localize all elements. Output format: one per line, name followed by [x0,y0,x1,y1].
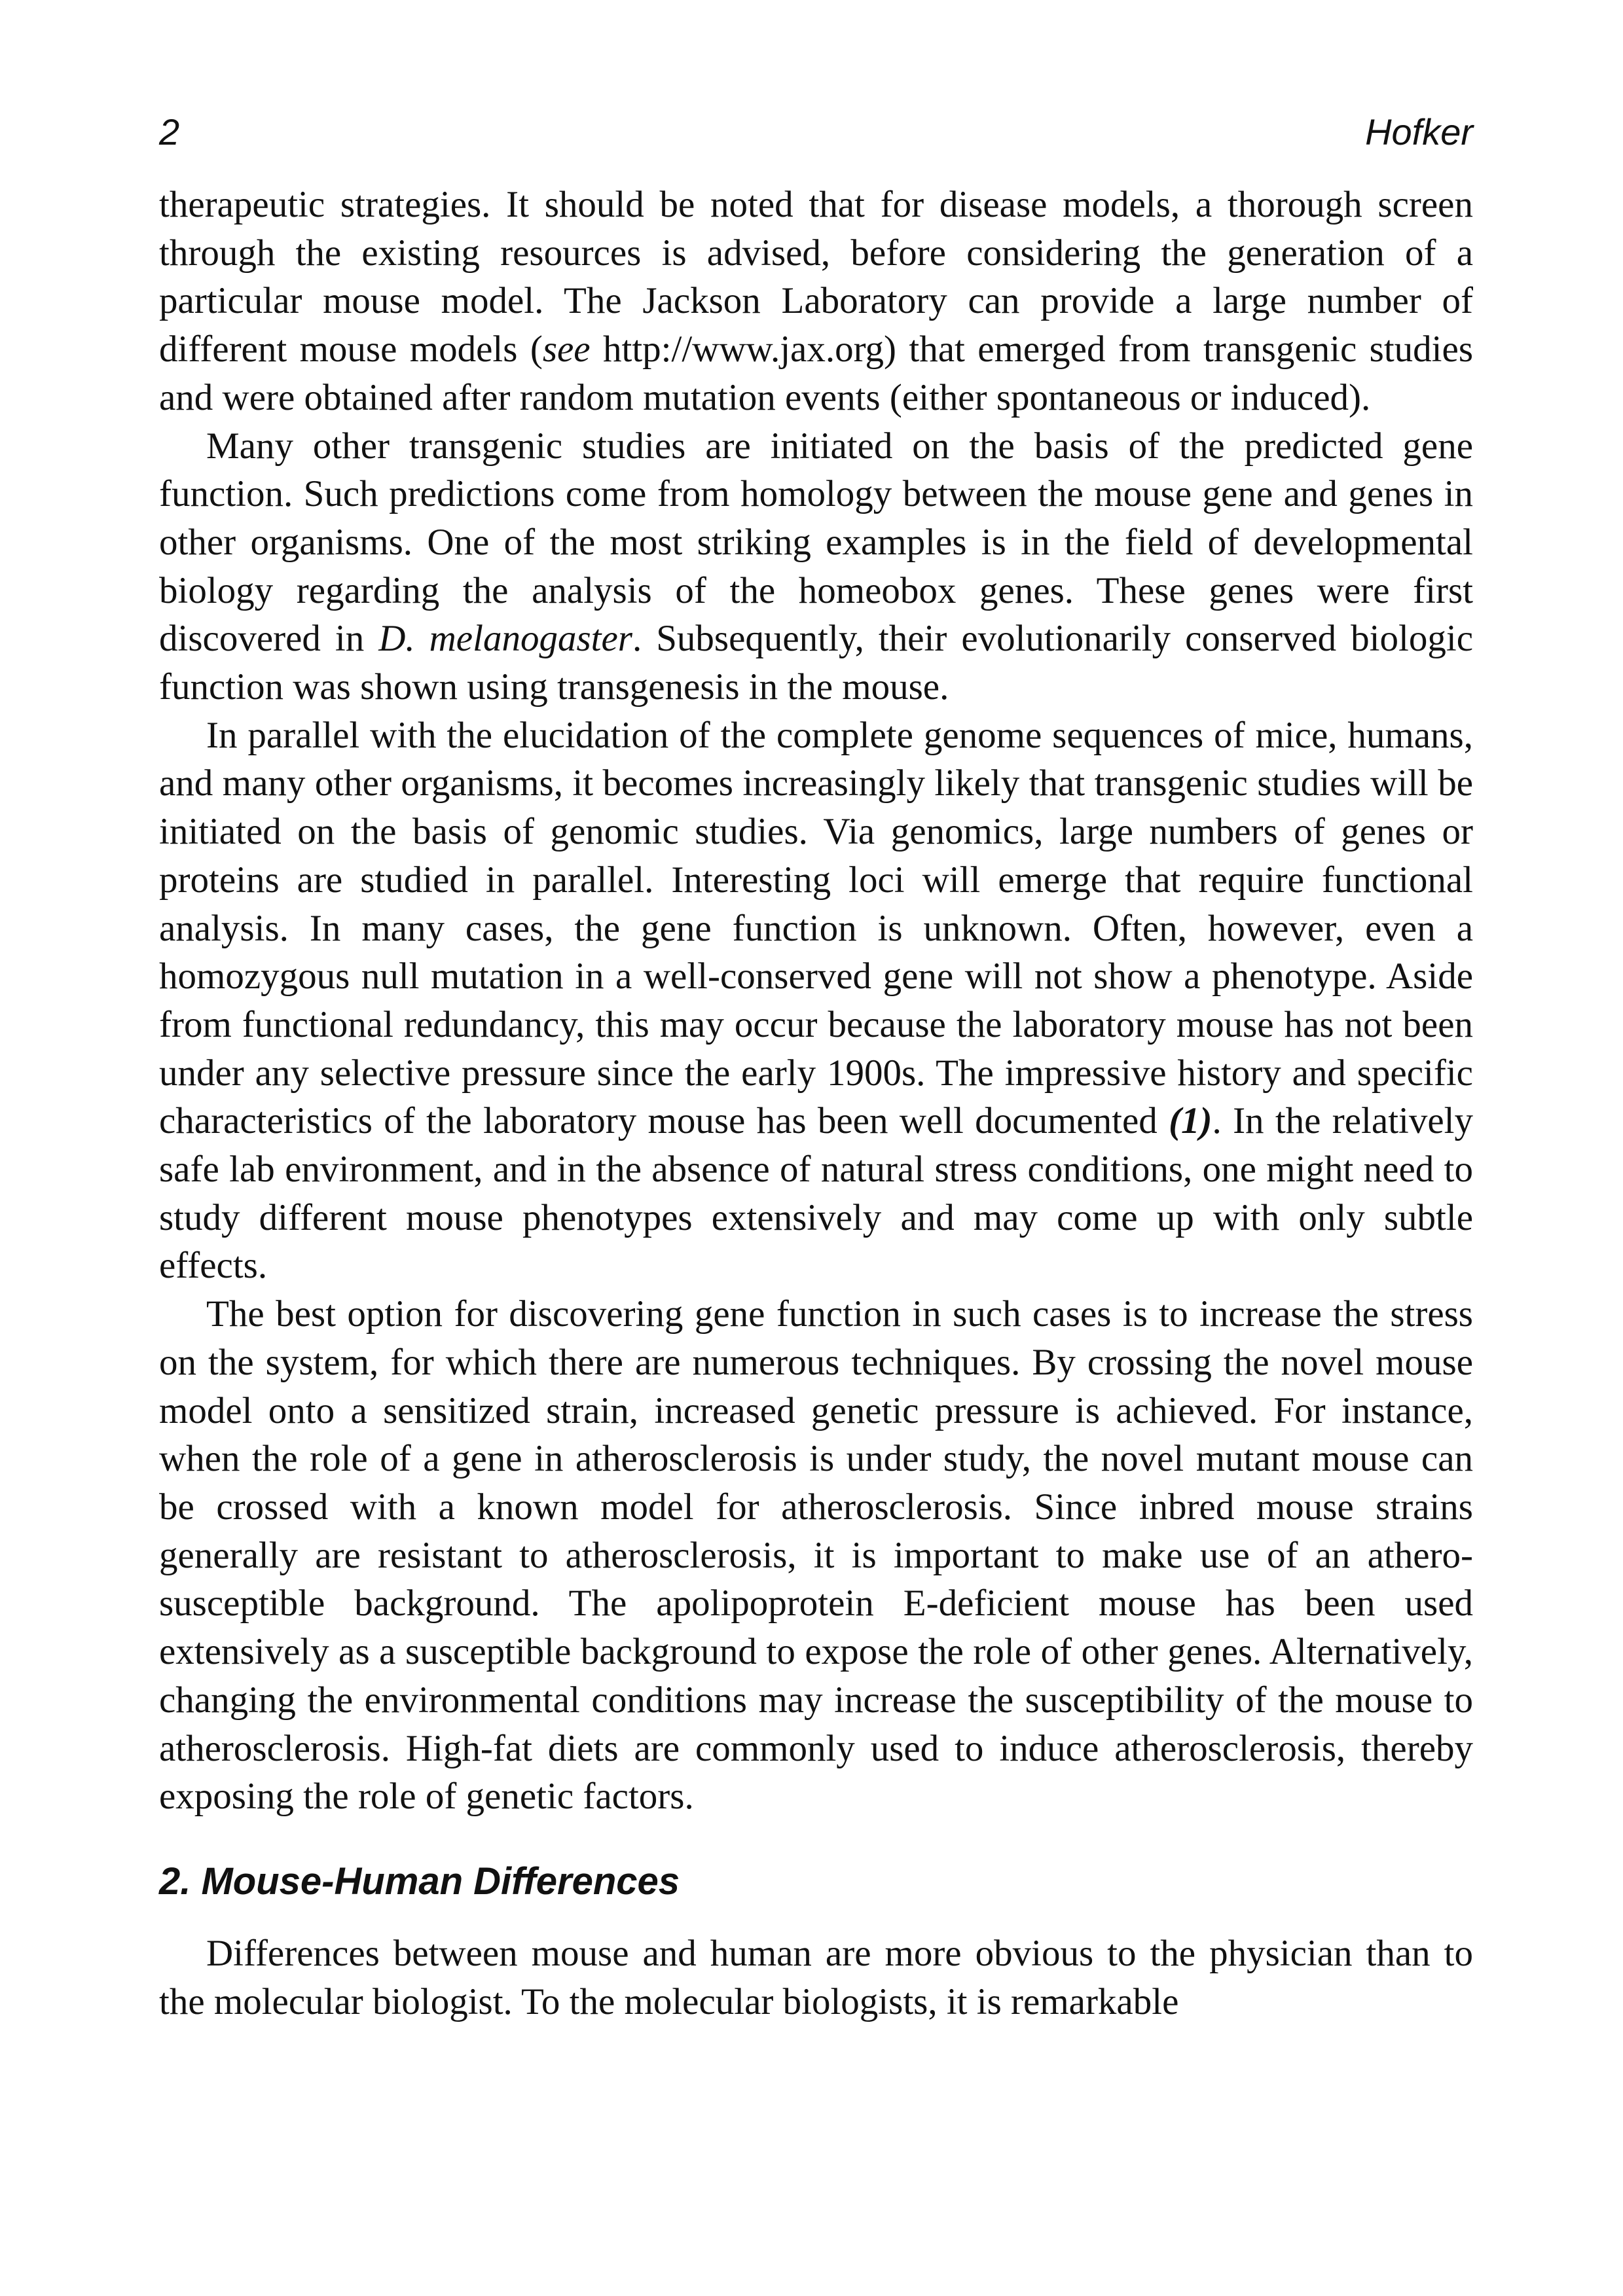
paragraph-4: The best option for discovering gene function in such cases is to increase the stress on the system, for which there are numerous techniques. By crossing the novel mouse model onto a sensitized strain, increased genetic pressure is achieved. For instance, when the role of a gene in atherosclerosis is under study, the novel mutant mouse can be crossed with a known model for atherosclerosis. Since inbred mouse strains generally are resistant to atherosclerosis, it is important to make use of an athero-susceptible background. The apolipoprotein E-deficient mouse has been used extensively as a susceptible background to expose the role of other genes. Alternatively, changing the environmental conditions may increase the susceptibility of the mouse to atherosclerosis. High-fat diets are commonly used to induce atherosclerosis, thereby exposing the role of genetic factors. [159,1293,1473,1818]
see-italic: see [542,329,591,370]
section-heading: 2. Mouse-Human Differences [159,1859,680,1903]
paragraph-2-text-b: . Subsequently, their evolutionarily conserved biologic function was shown using transgenesis in the mouse. [159,618,1473,708]
paragraph-3-text-b: . In the relatively safe lab environment, and in the absence of natural stress conditions, one might need to study different mouse phenotypes extensively and may come up with only subtle effects. [159,1100,1473,1287]
paragraph-5: Differences between mouse and human are more obvious to the physician than to the molecular biologist. To the molecular biologists, it is remarkable [159,1932,1473,2022]
paragraph-2 [159,422,1473,711]
page-number: 2 [159,111,180,152]
paragraph-1 [159,181,1473,422]
paragraph-3-text-a: In parallel with the elucidation of the complete genome sequences of mice, humans, and many other organisms, it becomes increasingly likely that transgenic studies will be initiated on the basis of genomic studies. Via genomics, large numbers of genes or proteins are studied in parallel. Interesting loci will emerge that require functional analysis. In many cases, the gene function is unknown. Often, however, even a homozygous null mutation in a well-conserved gene will not show a phenotype. Aside from functional redundancy, this may occur because the laboratory mouse has not been under any selective pressure since the early 1900s. The impressive history and specific characteristics of the laboratory mouse has been well documented [159,714,1473,1142]
running-title: Hofker [1365,111,1473,152]
species-name: D. melanogaster [378,618,632,660]
paragraph-3 [159,711,1473,1290]
document-page [159,111,1473,2026]
paragraph-1-text-a: therapeutic strategies. It should be noted that for disease models, a thorough screen through the existing resources is advised, before considering the generation of a particular mouse model. The Jackson Laboratory can provide a large number of different mouse models ( [159,184,1473,370]
running-head [159,111,1473,153]
reference-citation: (1) [1169,1100,1213,1142]
paragraph-2-text-a: Many other transgenic studies are initiated on the basis of the predicted gene function. Such predictions come from homology between the mouse gene and genes in other organisms. One of the most striking examples is in the field of developmental biology regarding the analysis of the homeobox genes. These genes were first discovered in [159,425,1473,660]
body-text [159,181,1473,2026]
paragraph-1-text-b: http://www.jax.org) that emerged from transgenic studies and were obtained after random mutation events (either spontaneous or induced). [159,329,1473,418]
